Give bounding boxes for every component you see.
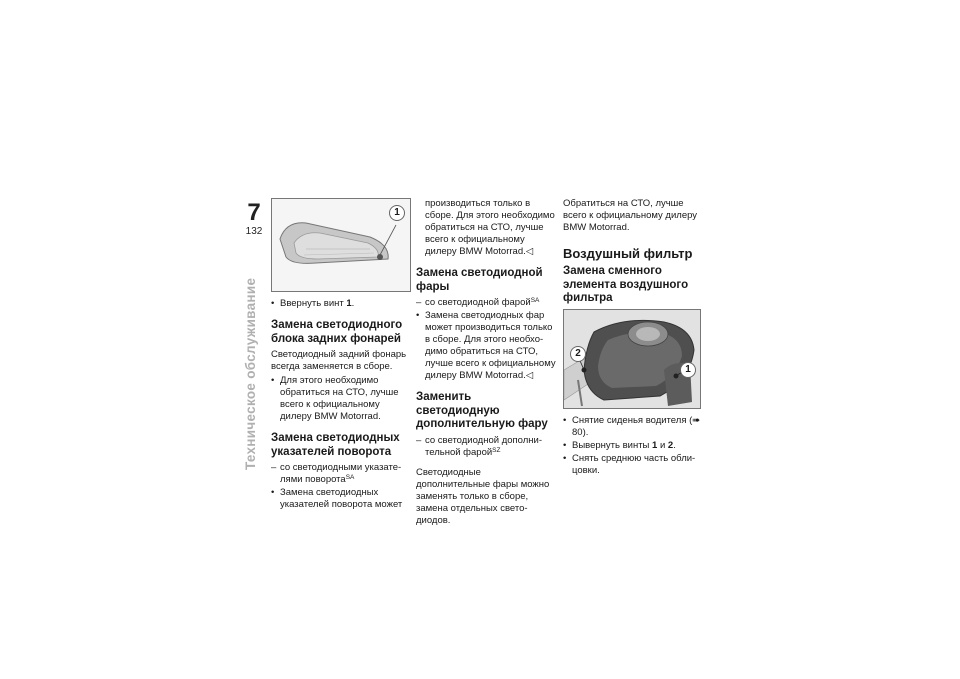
continued-text: производиться только в сборе. Для этого необходимо обратиться на СТО, лучше всего к официальному дилеру BMW Motorrad.◁ [425,198,555,257]
paragraph-aux-light: Светодиодные дополнительные фары можно заменять только в сборе, замена отдельных свето-диодов. [416,466,550,526]
callout-1: 1 [680,362,696,378]
heading-turn-signals: Замена светодиодных указателей поворота [271,432,400,458]
dash-aux-light: – со светодиодной дополни-тельной фарой$^{SZ}$ [416,434,543,458]
column-2 [416,198,556,529]
paragraph-tail-light: Светодиодный задний фонарь всегда заменяется в сборе. [271,349,407,372]
bullet-turn-signals: • Замена светодиодных указателей поворота может [271,487,403,510]
chapter-number: 7 [247,199,261,226]
column-3 [563,198,705,478]
side-title-text: Техническое обслуживание [243,277,258,470]
column-1 [271,198,411,512]
bullet-headlight: • Замена светодиодных фар может производиться только в сборе. Для этого необхо-димо обратиться на СТО, лучше всего к официальному дилеру BMW Motorrad.◁ [416,310,556,381]
heading-aux-light: Заменить светодиодную дополнительную фару [416,391,548,430]
dash-turn-signals: – со светодиодными указате-лями поворота$^{SA}$ [271,462,402,485]
page-reference[interactable]: ➠ 80 [572,414,701,438]
dash-headlight: – со светодиодной фарой$^{SA}$ [416,297,540,308]
chapter-block [243,201,265,237]
tail-light-figure [271,198,411,292]
bullet-screw-in: • Ввернуть винт 1. [271,298,355,309]
bullet-remove-seat: • Снятие сиденья водителя (➠ 80). [563,414,701,438]
bullet-service: • Для этого необходимо обратиться на СТО, лучше всего к официальному дилеру BMW Motorrad. [271,375,399,422]
side-title [243,277,263,470]
callout-2: 2 [570,346,586,362]
paragraph-service: Обратиться на СТО, лучше всего к официальному дилеру BMW Motorrad. [563,198,698,233]
heading-filter-replacement: Замена сменного элемента воздушного фильтра [563,265,689,304]
heading-tail-light: Замена светодиодного блока задних фонарей [271,319,403,345]
page-number: 132 [245,226,263,237]
bullet-remove-panel: • Снять среднюю часть обли-цовки. [563,452,696,476]
callout-1: 1 [389,205,405,221]
heading-headlight: Замена светодиодной фары [416,267,543,293]
air-filter-figure [563,309,701,409]
heading-air-filter: Воздушный фильтр [563,246,693,261]
bullet-unscrew: • Вывернуть винты 1 и 2. [563,439,676,451]
